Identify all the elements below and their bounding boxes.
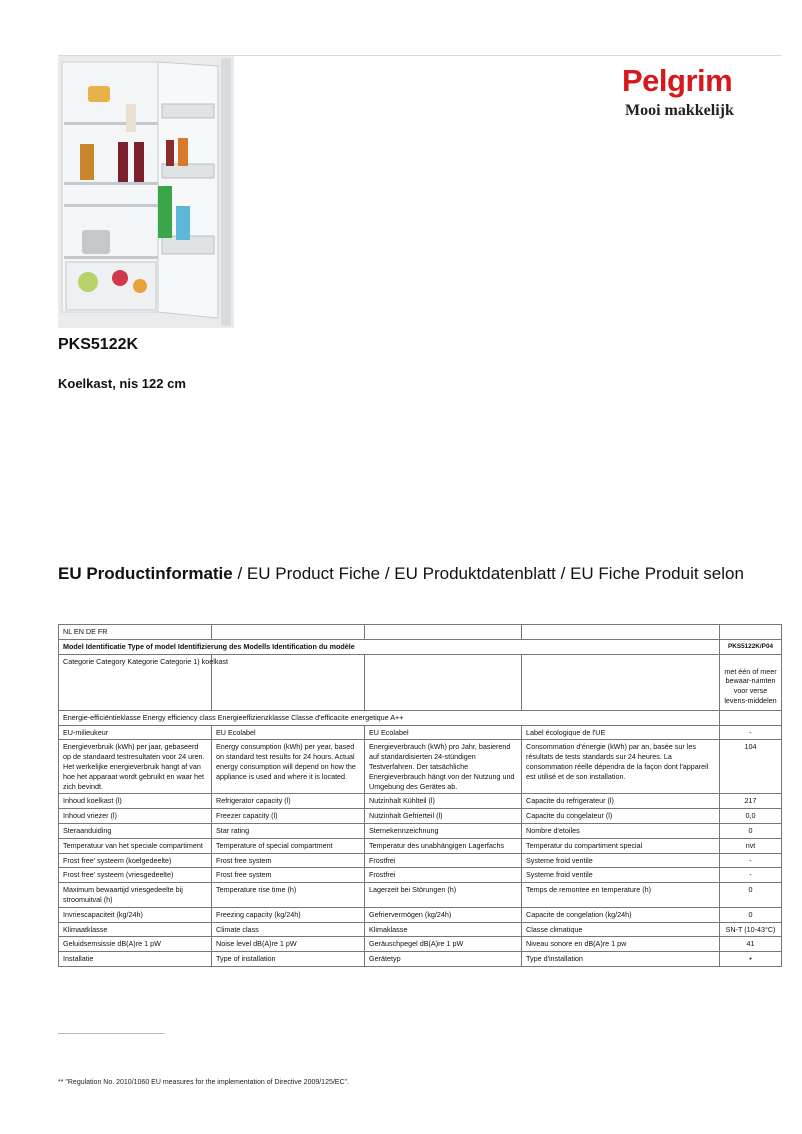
cell-nl: Invriescapaciteit (kg/24h): [59, 908, 212, 922]
cell-fr: Consommation d'énergie (kWh) par an, basée sur les résultats de tests standards sur 24 heures. La consommation réelle dépendra de la façon dont l'appareil est utilisé et de son installation.: [522, 740, 720, 793]
empty-cell: [212, 625, 365, 639]
empty-cell: [522, 655, 720, 710]
table-row-languages: [59, 625, 782, 640]
cell-value: •: [720, 952, 782, 966]
table-row-energy-class: [59, 711, 782, 726]
cell-nl: Installatie: [59, 952, 212, 966]
cell-en: Frost free system: [212, 854, 365, 868]
cell-value: nvt: [720, 839, 782, 853]
cell-fr: Temperatur du compartiment special: [522, 839, 720, 853]
cell-fr: Capacite du refrigerateur (l): [522, 794, 720, 808]
cell-fr: Classe climatique: [522, 923, 720, 937]
brand-name: Pelgrim: [622, 63, 733, 98]
empty-cell: [720, 625, 782, 639]
category-label: Categorie Category Kategorie Categorie 1) koelkast: [59, 655, 212, 710]
cell-fr: Type d'installation: [522, 952, 720, 966]
cell-en: Frost free system: [212, 868, 365, 882]
empty-cell: [720, 711, 782, 725]
cell-nl: Inhoud vriezer (l): [59, 809, 212, 823]
energy-class-label: Energie-efficiëntieklasse Energy efficiency class Energieeffizienzklasse Classe d'efficacite energetique A++: [59, 711, 720, 725]
table-row: [59, 868, 782, 883]
table-row: [59, 923, 782, 938]
cell-de: Frostfrei: [365, 868, 522, 882]
table-row: [59, 908, 782, 923]
cell-fr: Nombre d'etoiles: [522, 824, 720, 838]
cell-de: Sternekennzeichnung: [365, 824, 522, 838]
cell-fr: Systeme froid ventile: [522, 868, 720, 882]
cell-value: 0: [720, 883, 782, 907]
cell-de: EU Ecolabel: [365, 726, 522, 740]
cell-value: -: [720, 726, 782, 740]
cell-nl: Energieverbruik (kWh) per jaar, gebaseerd op de standaard testresultaten voor 24 uren. Het werkelijke energieverbruik hangt af van hoe het apparaat wordt gebruikt en waar het zich bevindt.: [59, 740, 212, 793]
table-row-model-id: [59, 640, 782, 655]
table-row: [59, 937, 782, 952]
cell-en: Refrigerator capacity (l): [212, 794, 365, 808]
cell-de: Temperatur des unabhängigen Lagerfachs: [365, 839, 522, 853]
brand-logo: [622, 64, 747, 124]
model-id-value: PKS5122K/P04: [720, 640, 782, 654]
table-row: [59, 794, 782, 809]
heading-rest: / EU Product Fiche / EU Produktdatenblatt / EU Fiche Produit selon: [232, 564, 744, 583]
category-value: met één of meer bewaar-ruimten voor verse levens-middelen: [720, 655, 782, 710]
cell-nl: Inhoud koelkast (l): [59, 794, 212, 808]
cell-fr: Capacite de congelation (kg/24h): [522, 908, 720, 922]
cell-nl: Frost free' systeem (vriesgedeelte): [59, 868, 212, 882]
cell-nl: Geluidsemsissie dB(A)re 1 pW: [59, 937, 212, 951]
table-row: [59, 839, 782, 854]
cell-en: Type of installation: [212, 952, 365, 966]
cell-value: 0,0: [720, 809, 782, 823]
footnote: ** "Regulation No. 2010/1060 EU measures for the implementation of Directive 2009/125/EC".: [58, 1079, 349, 1086]
cell-fr: Temps de remontee en temperature (h): [522, 883, 720, 907]
cell-de: Klimaklasse: [365, 923, 522, 937]
cell-en: Freezing capacity (kg/24h): [212, 908, 365, 922]
cell-en: Star rating: [212, 824, 365, 838]
empty-cell: [522, 625, 720, 639]
cell-value: 217: [720, 794, 782, 808]
brand-slogan: Mooi makkelijk: [625, 102, 734, 119]
cell-value: 0: [720, 824, 782, 838]
section-heading: [58, 564, 744, 584]
empty-cell: [212, 655, 365, 710]
cell-nl: Frost free' systeem (koelgedeelte): [59, 854, 212, 868]
cell-value: SN-T (10-43°C): [720, 923, 782, 937]
languages-cell: NL EN DE FR: [59, 625, 212, 639]
table-underline: [58, 1033, 165, 1034]
table-row: [59, 883, 782, 908]
empty-cell: [365, 625, 522, 639]
cell-de: Nutzinhalt Gefrierteil (l): [365, 809, 522, 823]
product-fiche-table: [58, 624, 782, 967]
cell-de: Energieverbrauch (kWh) pro Jahr, basierend auf standardisierten 24-stündigen Testverfahren. Der tatsächliche Energieverbrauch hängt von der Nutzung und Umgebung des Gerätes ab.: [365, 740, 522, 793]
cell-en: Noise level dB(A)re 1 pW: [212, 937, 365, 951]
cell-nl: Steraanduiding: [59, 824, 212, 838]
cell-nl: Maximum bewaartijd vriesgedeelte bij stroomuitval (h): [59, 883, 212, 907]
cell-en: Freezer capacity (l): [212, 809, 365, 823]
table-row-category: [59, 655, 782, 711]
cell-de: Geräuschpegel dB(A)re 1 pW: [365, 937, 522, 951]
heading-bold: EU Productinformatie: [58, 564, 233, 583]
cell-value: 0: [720, 908, 782, 922]
cell-en: Temperature rise time (h): [212, 883, 365, 907]
cell-de: Frostfrei: [365, 854, 522, 868]
cell-en: EU Ecolabel: [212, 726, 365, 740]
cell-nl: Temperatuur van het speciale compartiment: [59, 839, 212, 853]
cell-de: Nutzinhalt Kühlteil (l): [365, 794, 522, 808]
cell-value: 104: [720, 740, 782, 793]
cell-fr: Capacite du congelateur (l): [522, 809, 720, 823]
model-id-label: Model Identificatie Type of model Identifizierung des Modells Identification du modèle: [59, 640, 720, 654]
table-row: [59, 824, 782, 839]
table-data-rows: [59, 726, 782, 967]
cell-en: Temperature of special compartment: [212, 839, 365, 853]
table-row: [59, 854, 782, 869]
cell-fr: Niveau sonore en dB(A)re 1 pw: [522, 937, 720, 951]
cell-fr: Label écologique de l'UE: [522, 726, 720, 740]
cell-value: -: [720, 868, 782, 882]
cell-de: Lagerzeit bei Störungen (h): [365, 883, 522, 907]
cell-value: 41: [720, 937, 782, 951]
cell-de: Gerätetyp: [365, 952, 522, 966]
table-row: [59, 809, 782, 824]
cell-fr: Systeme froid ventile: [522, 854, 720, 868]
product-image: [58, 56, 234, 328]
empty-cell: [365, 655, 522, 710]
cell-en: Climate class: [212, 923, 365, 937]
cell-en: Energy consumption (kWh) per year, based on standard test results for 24 hours. Actual energy consumption will depend on how the appliance is used and where it is located.: [212, 740, 365, 793]
cell-de: Gefriervermögen (kg/24h): [365, 908, 522, 922]
product-subtitle: Koelkast, nis 122 cm: [58, 376, 186, 391]
table-row: [59, 952, 782, 967]
refrigerator-illustration: [58, 56, 234, 328]
cell-nl: EU-milieukeur: [59, 726, 212, 740]
cell-nl: Klimaatklasse: [59, 923, 212, 937]
table-row: [59, 740, 782, 794]
product-model: PKS5122K: [58, 336, 139, 353]
table-row: [59, 726, 782, 741]
cell-value: -: [720, 854, 782, 868]
